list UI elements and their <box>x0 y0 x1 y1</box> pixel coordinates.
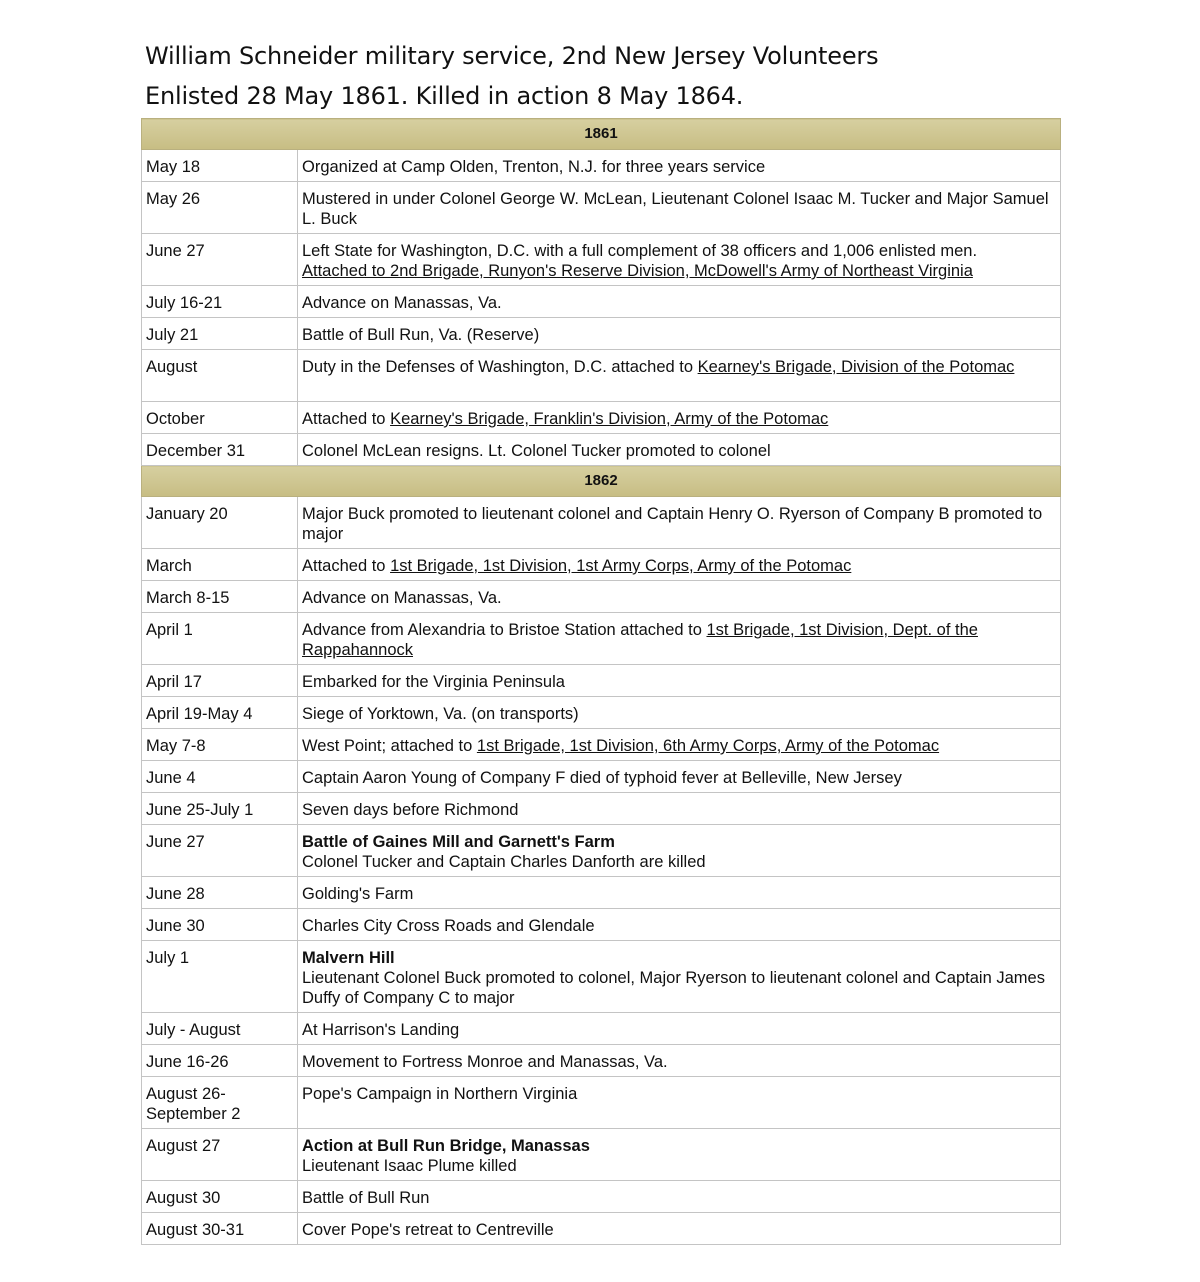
date-cell: March 8-15 <box>142 581 298 613</box>
year-header: 1861 <box>142 119 1061 150</box>
date-cell: March <box>142 549 298 581</box>
event-cell <box>298 729 1061 761</box>
event-cell <box>298 825 1061 877</box>
year-header: 1862 <box>142 466 1061 497</box>
date-cell: August 30-31 <box>142 1213 298 1245</box>
date-cell: July - August <box>142 1013 298 1045</box>
table-row <box>142 793 1061 825</box>
event-text: Attached to <box>302 410 391 428</box>
event-cell: Advance on Manassas, Va. <box>298 286 1061 318</box>
event-cell: Pope's Campaign in Northern Virginia <box>298 1077 1061 1129</box>
date-cell: June 28 <box>142 877 298 909</box>
event-cell: Major Buck promoted to lieutenant colonel and Captain Henry O. Ryerson of Company B promoted to major <box>298 497 1061 549</box>
date-cell: January 20 <box>142 497 298 549</box>
event-text: Duty in the Defenses of Washington, D.C. attached to <box>302 358 698 376</box>
event-cell: Battle of Bull Run, Va. (Reserve) <box>298 318 1061 350</box>
event-cell: Advance on Manassas, Va. <box>298 581 1061 613</box>
event-cell: Organized at Camp Olden, Trenton, N.J. for three years service <box>298 150 1061 182</box>
event-text: Lieutenant Isaac Plume killed <box>302 1157 517 1175</box>
table-row <box>142 1045 1061 1077</box>
event-cell: Seven days before Richmond <box>298 793 1061 825</box>
event-text: Attached to <box>302 557 391 575</box>
date-cell: June 16-26 <box>142 1045 298 1077</box>
table-row <box>142 613 1061 665</box>
event-cell: Embarked for the Virginia Peninsula <box>298 665 1061 697</box>
date-cell: June 4 <box>142 761 298 793</box>
document-subtitle: Enlisted 28 May 1861. Killed in action 8 May 1864. <box>145 82 744 110</box>
unit-link[interactable]: Kearney's Brigade, Franklin's Division, Army of the Potomac <box>390 410 829 428</box>
event-cell: Battle of Bull Run <box>298 1181 1061 1213</box>
unit-link[interactable]: Attached to 2nd Brigade, Runyon's Reserve Division, McDowell's Army of Northeast Virginia <box>302 262 973 280</box>
event-cell <box>298 613 1061 665</box>
table-row <box>142 1077 1061 1129</box>
service-table <box>141 118 1061 1245</box>
table-row <box>142 665 1061 697</box>
date-cell: August 26-September 2 <box>142 1077 298 1129</box>
date-cell: May 26 <box>142 182 298 234</box>
table-row <box>142 1129 1061 1181</box>
event-cell <box>298 234 1061 286</box>
date-cell: April 1 <box>142 613 298 665</box>
table-row <box>142 581 1061 613</box>
date-cell: June 30 <box>142 909 298 941</box>
event-text: Left State for Washington, D.C. with a full complement of 38 officers and 1,006 enlisted men. <box>302 242 978 260</box>
unit-link[interactable]: 1st Brigade, 1st Division, 1st Army Corps, Army of the Potomac <box>390 557 852 575</box>
table-row <box>142 1181 1061 1213</box>
event-cell: Golding's Farm <box>298 877 1061 909</box>
battle-name: Action at Bull Run Bridge, Manassas <box>302 1137 590 1155</box>
event-text: Advance from Alexandria to Bristoe Station attached to <box>302 621 707 639</box>
unit-link[interactable]: 1st Brigade, 1st Division, Dept. of the Rappahannock <box>302 621 978 659</box>
event-cell: Siege of Yorktown, Va. (on transports) <box>298 697 1061 729</box>
table-row <box>142 1013 1061 1045</box>
event-text: West Point; attached to <box>302 737 477 755</box>
table-row <box>142 825 1061 877</box>
event-cell: At Harrison's Landing <box>298 1013 1061 1045</box>
date-cell: May 7-8 <box>142 729 298 761</box>
event-cell: Captain Aaron Young of Company F died of typhoid fever at Belleville, New Jersey <box>298 761 1061 793</box>
date-cell: June 27 <box>142 825 298 877</box>
table-row <box>142 909 1061 941</box>
document-title: William Schneider military service, 2nd New Jersey Volunteers <box>145 42 879 70</box>
event-cell: Mustered in under Colonel George W. McLean, Lieutenant Colonel Isaac M. Tucker and Major Samuel L. Buck <box>298 182 1061 234</box>
table-row <box>142 729 1061 761</box>
table-row <box>142 234 1061 286</box>
year-header-row <box>142 466 1061 497</box>
event-cell <box>298 402 1061 434</box>
date-cell: April 19-May 4 <box>142 697 298 729</box>
date-cell: July 21 <box>142 318 298 350</box>
date-cell: May 18 <box>142 150 298 182</box>
event-cell <box>298 350 1061 402</box>
date-cell: August <box>142 350 298 402</box>
table-row <box>142 350 1061 402</box>
table-row <box>142 549 1061 581</box>
table-row <box>142 877 1061 909</box>
table-row <box>142 286 1061 318</box>
table-row <box>142 497 1061 549</box>
table-row <box>142 434 1061 466</box>
date-cell: July 16-21 <box>142 286 298 318</box>
table-row <box>142 402 1061 434</box>
unit-link[interactable]: 1st Brigade, 1st Division, 6th Army Corps, Army of the Potomac <box>476 737 940 755</box>
event-cell: Charles City Cross Roads and Glendale <box>298 909 1061 941</box>
battle-name: Malvern Hill <box>302 949 395 967</box>
event-cell <box>298 941 1061 1013</box>
date-cell: August 27 <box>142 1129 298 1181</box>
table-row <box>142 182 1061 234</box>
table-row <box>142 697 1061 729</box>
event-cell: Cover Pope's retreat to Centreville <box>298 1213 1061 1245</box>
date-cell: April 17 <box>142 665 298 697</box>
event-cell: Colonel McLean resigns. Lt. Colonel Tucker promoted to colonel <box>298 434 1061 466</box>
date-cell: June 27 <box>142 234 298 286</box>
date-cell: August 30 <box>142 1181 298 1213</box>
date-cell: June 25-July 1 <box>142 793 298 825</box>
year-header-row <box>142 119 1061 150</box>
table-row <box>142 318 1061 350</box>
event-cell <box>298 549 1061 581</box>
table-row <box>142 1213 1061 1245</box>
event-text: Lieutenant Colonel Buck promoted to colonel, Major Ryerson to lieutenant colonel and Captain James Duffy of Company C to major <box>302 969 1045 1007</box>
event-cell <box>298 1129 1061 1181</box>
event-text: Colonel Tucker and Captain Charles Danforth are killed <box>302 853 706 871</box>
table-row <box>142 761 1061 793</box>
date-cell: October <box>142 402 298 434</box>
event-cell: Movement to Fortress Monroe and Manassas, Va. <box>298 1045 1061 1077</box>
battle-name: Battle of Gaines Mill and Garnett's Farm <box>302 833 615 851</box>
unit-link[interactable]: Kearney's Brigade, Division of the Potomac <box>697 358 1015 376</box>
table-row <box>142 941 1061 1013</box>
date-cell: July 1 <box>142 941 298 1013</box>
table-row <box>142 150 1061 182</box>
date-cell: December 31 <box>142 434 298 466</box>
